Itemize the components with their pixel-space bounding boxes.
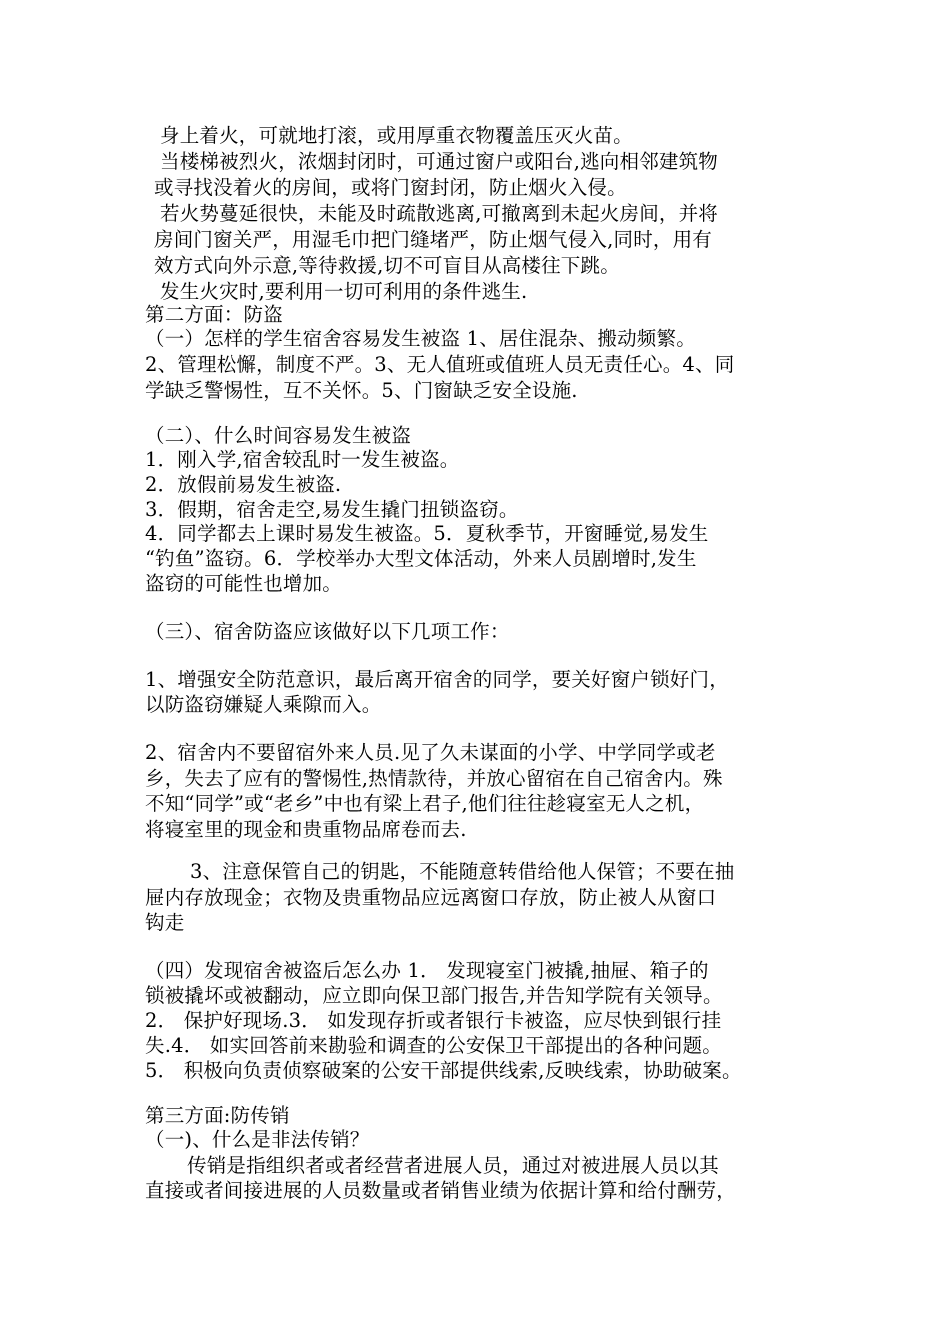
- paragraph-line: 或寻找没着火的房间，或将门窗封闭，防止烟火入侵。: [154, 176, 627, 199]
- paragraph-line: 2、管理松懈，制度不严。3、无人值班或值班人员无责任心。4、同: [145, 353, 735, 376]
- paragraph-line: 若火势蔓延很快，未能及时疏散逃离,可撤离到未起火房间，并将: [160, 202, 718, 225]
- paragraph-line: 房间门窗关严，用湿毛巾把门缝堵严，防止烟气侵入,同时，用有: [154, 228, 712, 251]
- paragraph-line: 学缺乏警惕性，互不关怀。5、门窗缺乏安全设施.: [145, 379, 578, 402]
- paragraph-line: 直接或者间接进展的人员数量或者销售业绩为依据计算和给付酬劳，: [145, 1179, 737, 1202]
- paragraph-line: 1、增强安全防范意识，最后离开宿舍的同学，要关好窗户锁好门，: [145, 668, 729, 691]
- list-item: 2．放假前易发生被盗.: [145, 473, 342, 496]
- paragraph-line: 3、注意保管自己的钥匙，不能随意转借给他人保管；不要在抽: [190, 860, 735, 883]
- paragraph-line: 钩走: [145, 911, 185, 934]
- paragraph-line: 锁被撬坏或被翻动，应立即向保卫部门报告,并告知学院有关领导。: [145, 984, 723, 1007]
- subsection-heading: （一)、什么是非法传销？: [145, 1128, 370, 1151]
- paragraph-line: 不知“同学”或“老乡”中也有梁上君子,他们往往趁寝室无人之机，: [145, 792, 705, 815]
- paragraph-line: 当楼梯被烈火，浓烟封闭时，可通过窗户或阳台,逃向相邻建筑物: [160, 150, 718, 173]
- list-item: 4．同学都去上课时易发生被盗。5．夏秋季节，开窗睡觉,易发生: [145, 522, 709, 545]
- paragraph-line: 乡，失去了应有的警惕性,热情款待，并放心留宿在自己宿舍内。殊: [145, 767, 723, 790]
- paragraph-line: （一）怎样的学生宿舍容易发生被盗 1、居住混杂、搬动频繁。: [145, 327, 696, 350]
- list-item: “钓鱼”盗窃。6．学校举办大型文体活动，外来人员剧增时,发生: [145, 547, 697, 570]
- paragraph-line: 传销是指组织者或者经营者进展人员，通过对被进展人员以其: [187, 1154, 719, 1177]
- subsection-heading: （三）、宿舍防盗应该做好以下几项工作：: [145, 620, 510, 643]
- paragraph-line: 5． 积极向负责侦察破案的公安干部提供线索,反映线索，协助破案。: [145, 1059, 742, 1082]
- paragraph-line: 以防盗窃嫌疑人乘隙而入。: [145, 693, 382, 716]
- section-heading: 第三方面:防传销: [145, 1104, 290, 1127]
- section-heading: 第二方面：防盗: [145, 303, 283, 326]
- paragraph-line: 屉内存放现金；衣物及贵重物品应远离窗口存放，防止被人从窗口: [145, 886, 717, 909]
- paragraph-line: 身上着火，可就地打滚，或用厚重衣物覆盖压灭火苗。: [160, 124, 633, 147]
- list-item: 盗窃的可能性也增加。: [145, 572, 343, 595]
- paragraph-line: 失.4． 如实回答前来勘验和调查的公安保卫干部提出的各种问题。: [145, 1034, 723, 1057]
- paragraph-line: 2． 保护好现场.3． 如发现存折或者银行卡被盗，应尽快到银行挂: [145, 1009, 722, 1032]
- paragraph-line: 将寝室里的现金和贵重物品席卷而去.: [145, 818, 467, 841]
- list-item: 1．刚入学,宿舍较乱时一发生被盗。: [145, 448, 460, 471]
- paragraph-line: 2、宿舍内不要留宿外来人员.见了久未谋面的小学、中学同学或老: [145, 741, 716, 764]
- paragraph-line: 效方式向外示意,等待救援,切不可盲目从高楼往下跳。: [154, 254, 620, 277]
- list-item: 3．假期，宿舍走空,易发生撬门扭锁盗窃。: [145, 498, 519, 521]
- paragraph-line: （四）发现宿舍被盗后怎么办 1． 发现寝室门被撬,抽屉、箱子的: [145, 959, 709, 982]
- subsection-heading: （二）、什么时间容易发生被盗: [145, 424, 412, 447]
- paragraph-line: 发生火灾时,要利用一切可利用的条件逃生.: [160, 280, 528, 303]
